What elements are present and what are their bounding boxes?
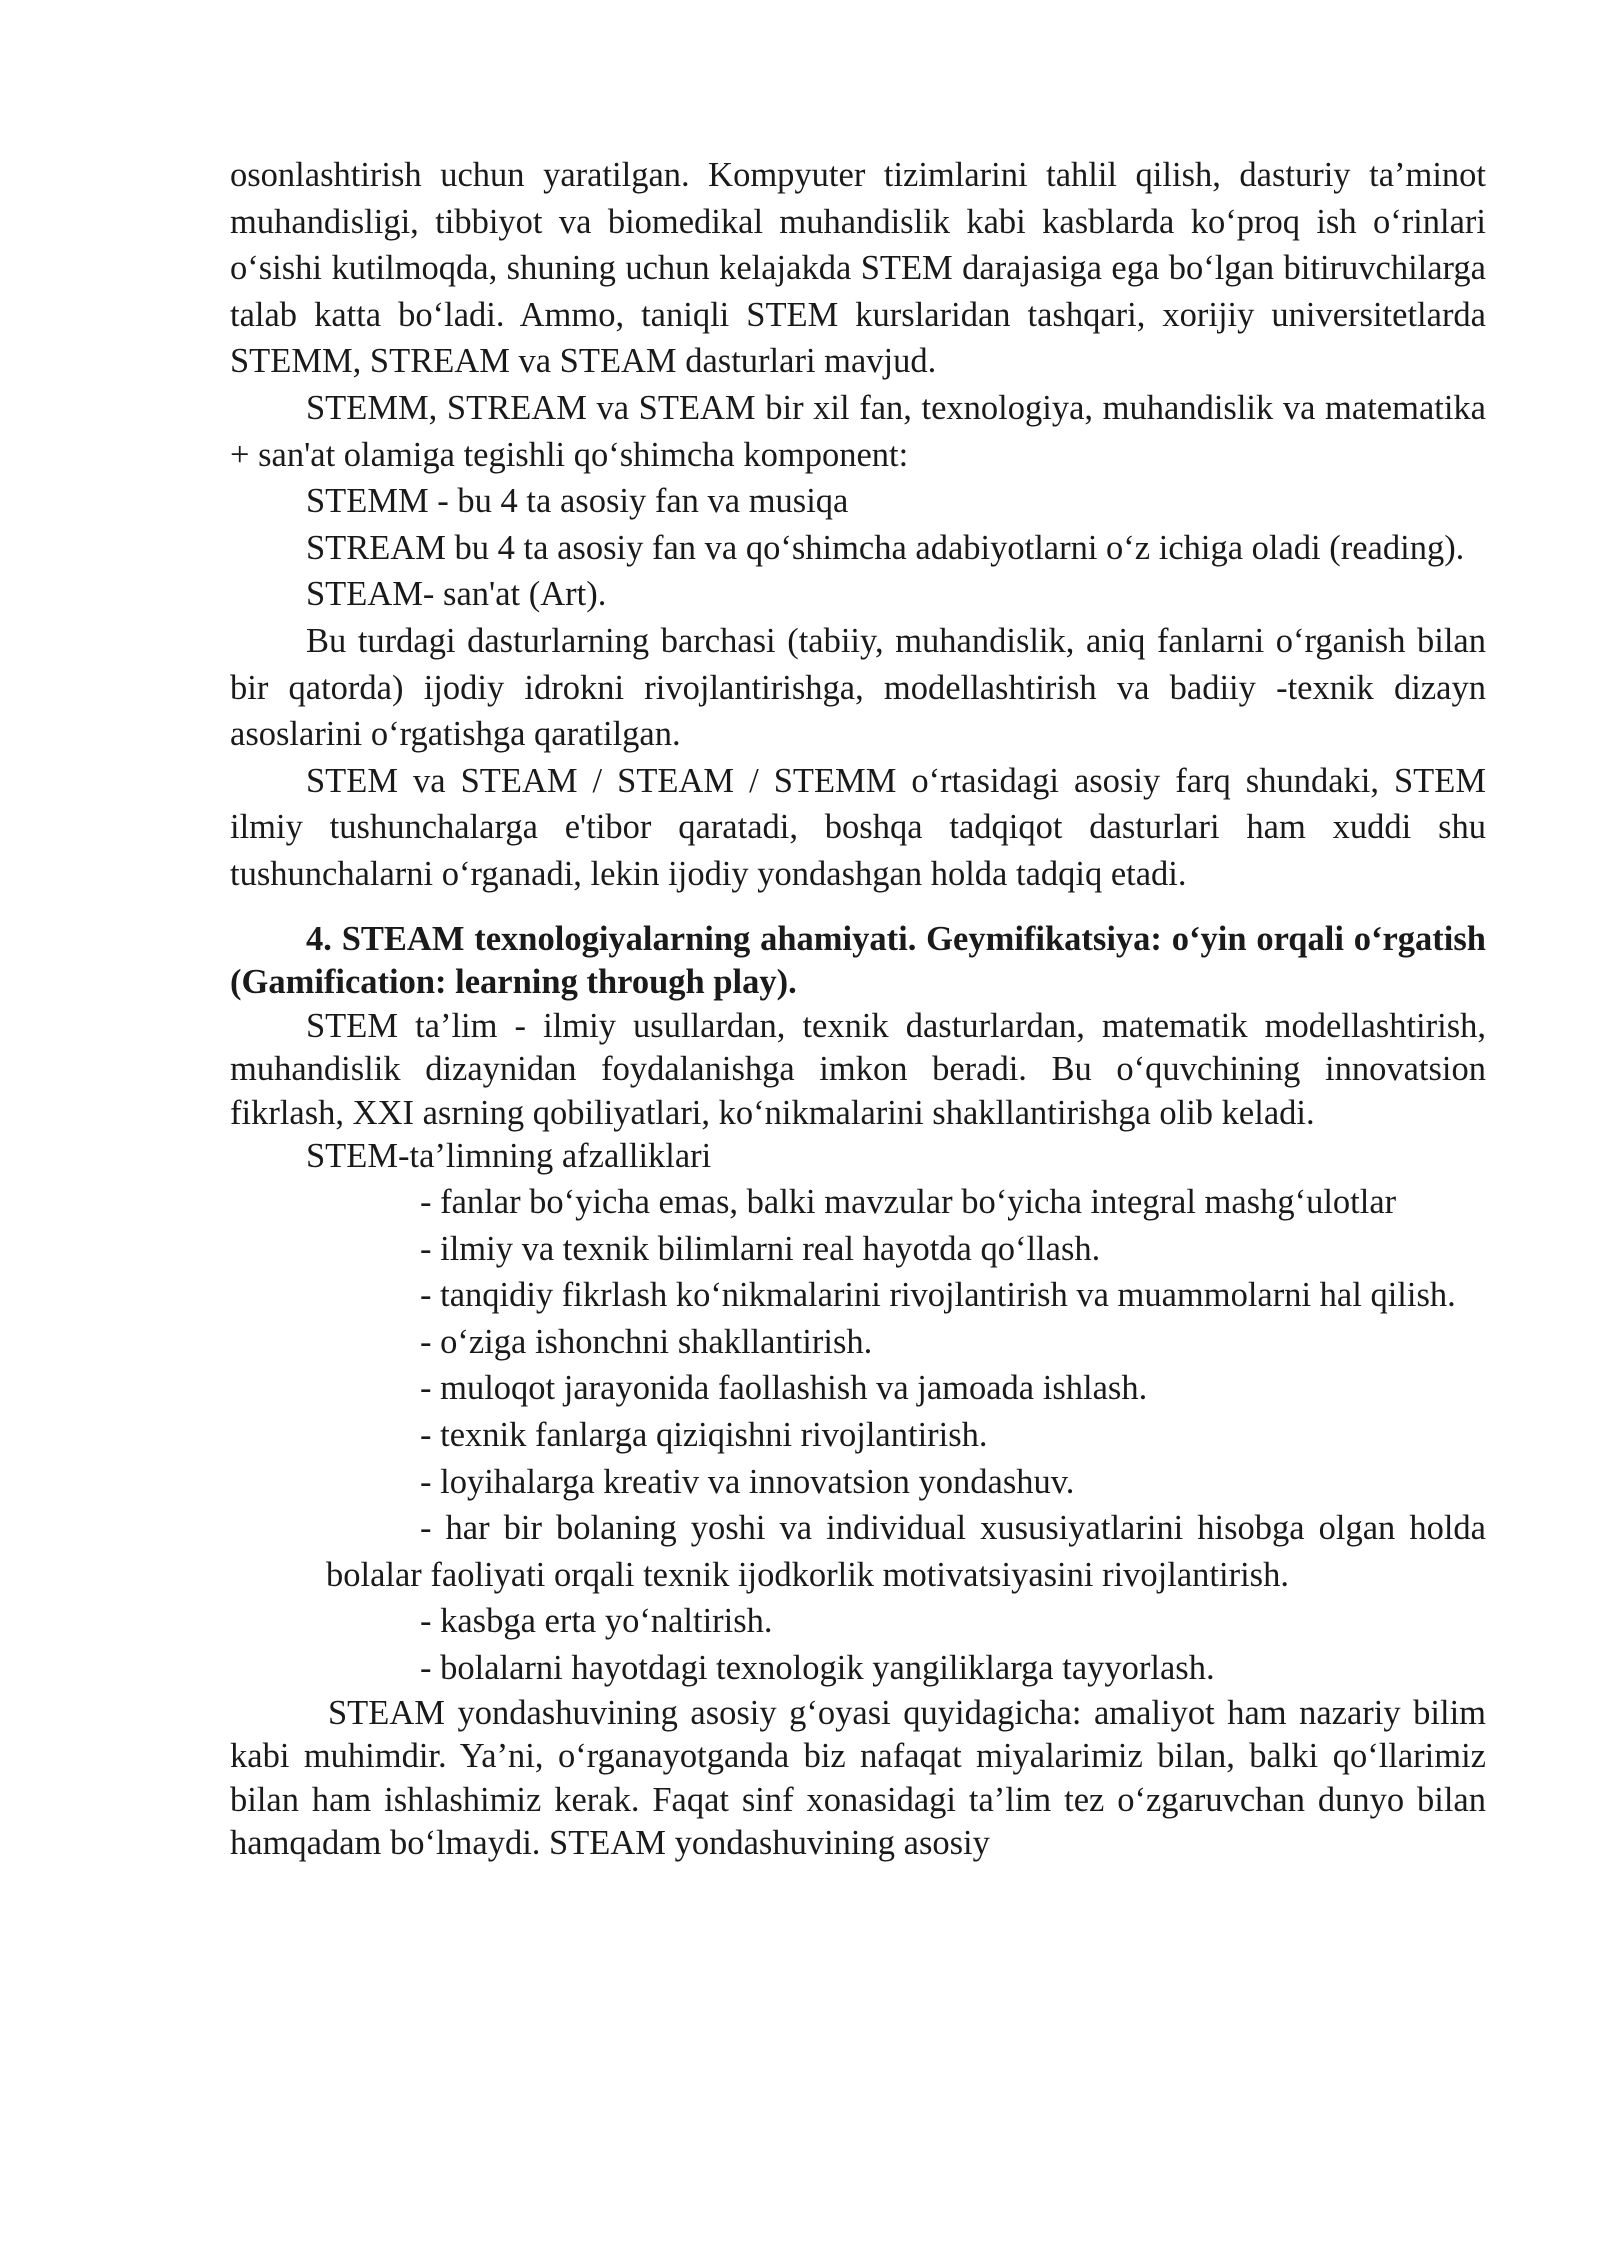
list-item: - tanqidiy fikrlash ko‘nikmalarini rivojlantirish va muammolarni hal qilish.: [420, 1276, 1456, 1315]
list-item: - loyihalarga kreativ va innovatsion yondashuv.: [420, 1462, 1075, 1501]
document-page: [230, 152, 1486, 1866]
list-item: - o‘ziga ishonchni shakllantirish.: [420, 1322, 873, 1361]
paragraph-3: STEMM - bu 4 ta asosiy fan va musiqa: [306, 482, 849, 521]
advantages-list: [230, 1179, 1486, 1692]
paragraph-8: STEM ta’lim - ilmiy usullardan, texnik dasturlardan, matematik modellashtirish, muhandislik dizaynidan foydalanishga imkon beradi. Bu o‘quvchining innovatsion fikrlash, XXI asrning qobiliyatlari, ko‘nikmalarini shakllantirishga olib keladi.: [230, 1006, 1486, 1132]
list-item: - ilmiy va texnik bilimlarni real hayotda qo‘llash.: [420, 1229, 1101, 1268]
list-item: - har bir bolaning yoshi va individual xususiyatlarini hisobga olgan holda bolalar faoliyati orqali texnik ijodkorlik motivatsiyasini rivojlantirish.: [326, 1509, 1486, 1594]
paragraph-5: STEAM- san'at (Art).: [306, 575, 607, 614]
paragraph-4: STREAM bu 4 ta asosiy fan va qo‘shimcha adabiyotlarni o‘z ichiga oladi (reading).: [306, 528, 1465, 567]
list-item: - texnik fanlarga qiziqishni rivojlantirish.: [420, 1416, 988, 1455]
list-item: - kasbga erta yo‘naltirish.: [420, 1602, 773, 1641]
list-item: - bolalarni hayotdagi texnologik yangiliklarga tayyorlash.: [420, 1649, 1215, 1687]
list-item: - muloqot jarayonida faollashish va jamoada ishlash.: [420, 1369, 1148, 1408]
paragraph-10: STEAM yondashuvining asosiy g‘oyasi quyidagicha: amaliyot ham nazariy bilim kabi muhimdir. Ya’ni, o‘rganayotganda biz nafaqat miyalarimiz bilan, balki qo‘llarimiz bilan ham ishlashimiz kerak. Faqat sinf xonasidagi ta’lim tez o‘zgaruvchan dunyo bilan hamqadam bo‘lmaydi. STEAM yondashuvining asosiy: [230, 1693, 1486, 1863]
paragraph-6: Bu turdagi dasturlarning barchasi (tabiiy, muhandislik, aniq fanlarni o‘rganish bilan bir qatorda) ijodiy idrokni rivojlantirishga, modellashtirish va badiiy -texnik dizayn asoslarini o‘rgatishga qaratilgan.: [230, 621, 1486, 754]
section-heading: 4. STEAM texnologiyalarning ahamiyati. Geymifikatsiya: o‘yin orqali o‘rgatish (Gamification: learning through play).: [230, 919, 1486, 1002]
paragraph-9: STEM-ta’limning afzalliklari: [306, 1137, 712, 1176]
paragraph-7: STEM va STEAM / STEAM / STEMM o‘rtasidagi asosiy farq shundaki, STEM ilmiy tushunchalarga e'tibor qaratadi, boshqa tadqiqot dasturlari ham xuddi shu tushunchalarni o‘rganadi, lekin ijodiy yondashgan holda tadqiq etadi.: [230, 761, 1486, 893]
list-item: - fanlar bo‘yicha emas, balki mavzular bo‘yicha integral mashg‘ulotlar: [420, 1183, 1397, 1222]
paragraph-1: osonlashtirish uchun yaratilgan. Kompyuter tizimlarini tahlil qilish, dasturiy ta’minot muhandisligi, tibbiyot va biomedikal muhandislik kabi kasblarda ko‘proq ish o‘rinlari o‘sishi kutilmoqda, shuning uchun kelajakda STEM darajasiga ega bo‘lgan bitiruvchilarga talab katta bo‘ladi. Ammo, taniqli STEM kurslaridan tashqari, xorijiy universitetlarda STEMM, STREAM va STEAM dasturlari mavjud.: [230, 156, 1486, 381]
paragraph-2: STEMM, STREAM va STEAM bir xil fan, texnologiya, muhandislik va matematika + san'at olamiga tegishli qo‘shimcha komponent:: [230, 388, 1486, 474]
